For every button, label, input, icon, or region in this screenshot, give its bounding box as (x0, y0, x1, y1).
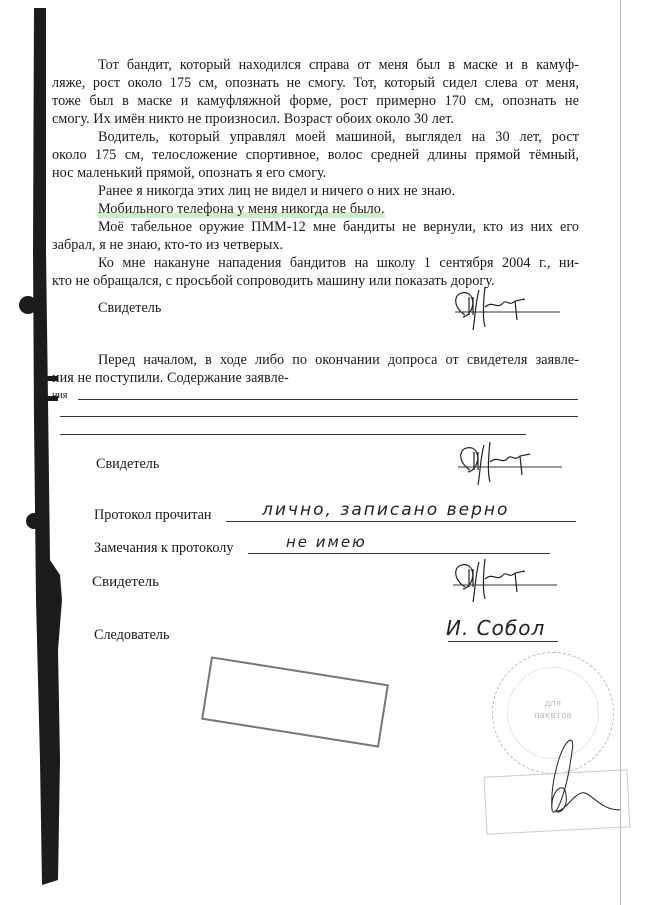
investigator-line (448, 641, 558, 642)
investigator-signature: И. Собол (446, 616, 546, 640)
text-line: Ко мне накануне нападения бандитов на школу 1 сентября 2004 г., ни- (98, 255, 579, 271)
witness-signature (450, 440, 570, 490)
remarks-value: не имею (286, 533, 367, 551)
seal-text: пакетов (534, 711, 572, 721)
investigator-label: Следователь (94, 627, 170, 643)
witness-signature (445, 285, 565, 335)
rectangular-stamp (201, 656, 389, 747)
text-line: Тот бандит, который находился справа от меня был в маске и в камуф- (98, 57, 579, 73)
statement-line (60, 434, 526, 435)
text-line: около 175 см, телосложение спортивное, волос средней длины прямой тёмный, (52, 147, 579, 163)
text-line: тоже был в маске и камуфляжной форме, рост примерно 170 см, опознать не (52, 93, 579, 109)
text-line: Ранее я никогда этих лиц не видел и ничего о них не знаю. (98, 183, 456, 199)
protocol-read-line (226, 521, 576, 522)
remarks-line (248, 553, 550, 554)
protocol-read-value: лично, записано верно (262, 500, 510, 520)
text-line: Моё табельное оружие ПММ-12 мне бандиты не вернули, кто из них его (98, 219, 579, 235)
text-line: ния (52, 390, 68, 401)
statement-line (78, 399, 578, 400)
text-line: смогу. Их имён никто не произносил. Возраст обоих около 30 лет. (52, 111, 454, 127)
witness-label: Свидетель (92, 574, 159, 590)
black-binding-bar (0, 0, 90, 905)
seal-text: для (544, 699, 562, 709)
text-line: ния не поступили. Содержание заявле- (52, 370, 289, 386)
witness-label: Свидетель (98, 300, 162, 316)
seal-signature (530, 735, 640, 825)
text-line: кто не обращался, с просьбой сопроводить машину или показать дорогу. (52, 273, 495, 289)
protocol-read-label: Протокол прочитан (94, 507, 212, 523)
text-line: Перед началом, в ходе либо по окончании допроса от свидетеля заявле- (98, 352, 579, 368)
statement-line (60, 416, 578, 417)
witness-label: Свидетель (96, 456, 160, 472)
witness-signature (445, 557, 565, 607)
text-line: ляже, рост около 175 см, опознать не смогу. Тот, который сидел слева от меня, (52, 75, 579, 91)
highlighted-text-line: Мобильного телефона у меня никогда не было. (98, 201, 385, 217)
text-line: Водитель, который управлял моей машиной, выглядел на 30 лет, рост (98, 129, 579, 145)
text-line: нос маленький прямой, опознать я его смогу. (52, 165, 327, 181)
text-line: забрал, я не знаю, кто-то из четверых. (52, 237, 284, 253)
remarks-label: Замечания к протоколу (94, 540, 234, 556)
